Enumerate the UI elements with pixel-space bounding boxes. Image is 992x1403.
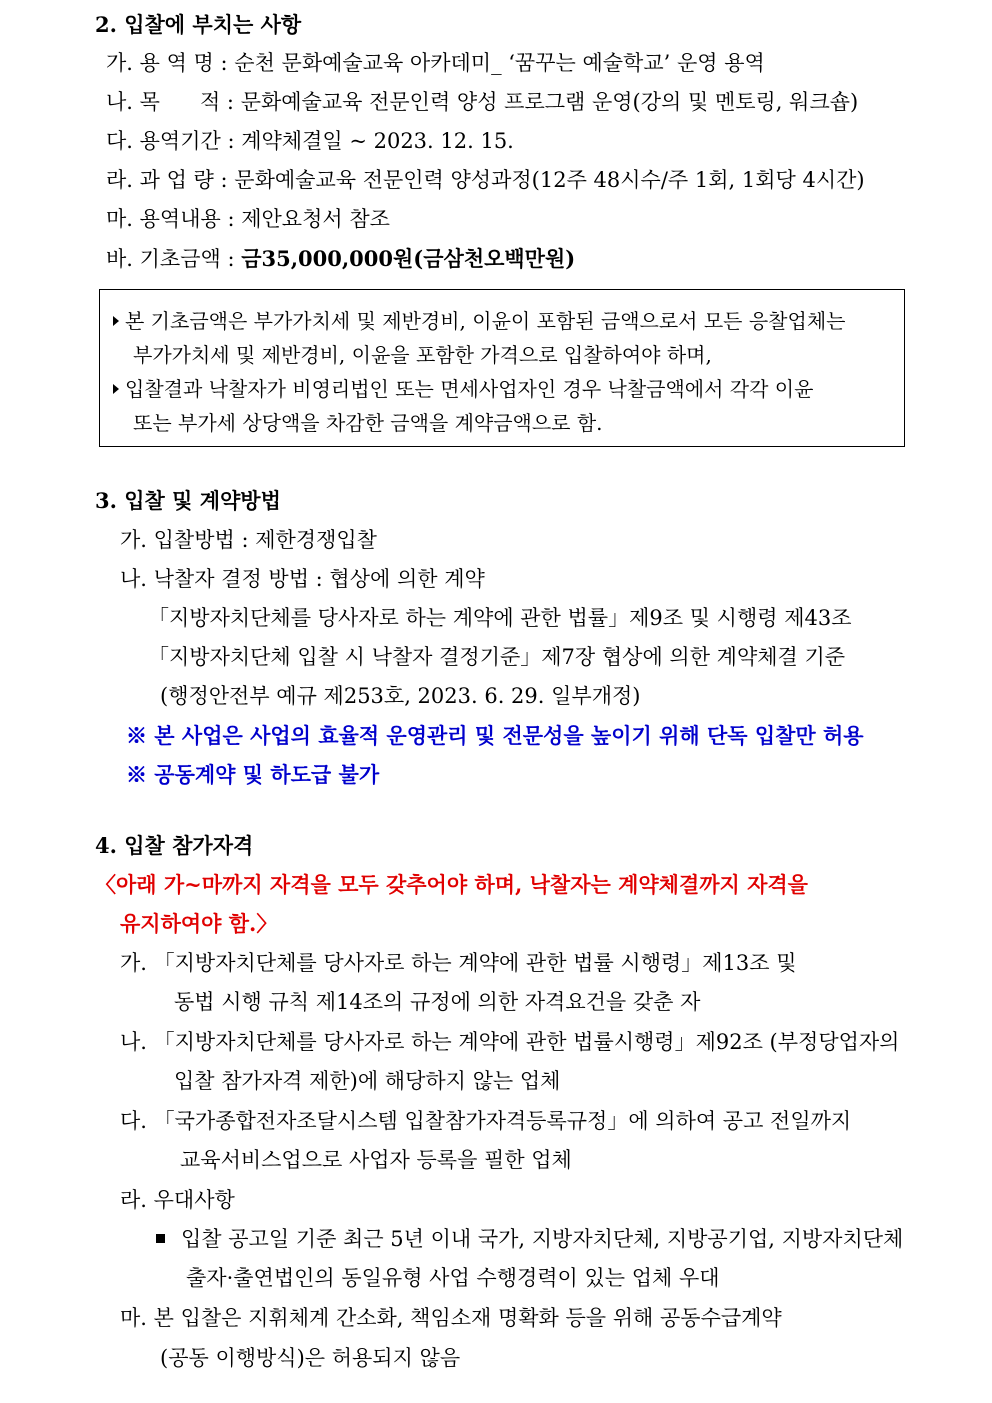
item-value: 문화예술교육 전문인력 양성 프로그램 운영(강의 및 멘토링, 워크숍) xyxy=(240,90,859,114)
item-value: 금35,000,000원(금삼천오백만원) xyxy=(241,246,576,271)
item-base-amount xyxy=(106,248,575,270)
qualification-warning: 〈아래 가~마까지 자격을 모두 갖추어야 하며, 낙찰자는 계약체결까지 자격을 xyxy=(95,872,808,897)
bid-method: 가. 입찰방법 : 제한경쟁입찰 xyxy=(120,528,377,552)
triangle-bullet-icon xyxy=(113,316,119,326)
qual-na-cont: 입찰 참가자격 제한)에 해당하지 않는 업체 xyxy=(174,1069,561,1093)
item-content xyxy=(106,209,390,230)
note-single-bid: ※ 본 사업은 사업의 효율적 운영관리 및 전문성을 높이기 위해 단독 입찰만 허용 xyxy=(126,723,864,748)
item-value: 계약체결일 ~ 2023. 12. 15. xyxy=(241,129,514,153)
section2-heading: 2. 입찰에 부치는 사항 xyxy=(95,12,302,37)
qual-na: 나. 「지방자치단체를 당사자로 하는 계약에 관한 법률시행령」제92조 (부정당업자의 xyxy=(120,1030,900,1054)
qual-ma-cont: (공동 이행방식)은 허용되지 않음 xyxy=(160,1346,461,1370)
section4-heading: 4. 입찰 참가자격 xyxy=(95,833,254,858)
notice-bullet-2: 입찰결과 낙찰자가 비영리법인 또는 면세사업자인 경우 낙찰금액에서 각각 이윤 xyxy=(113,379,813,399)
item-purpose xyxy=(106,92,858,113)
item-label: 가. 용 역 명 : xyxy=(106,51,228,75)
section3-heading: 3. 입찰 및 계약방법 xyxy=(95,488,281,513)
qual-ga-cont: 동법 시행 규칙 제14조의 규정에 의한 자격요건을 갖춘 자 xyxy=(174,990,701,1014)
item-value: 제안요청서 참조 xyxy=(241,207,390,231)
notice-bullet-1: 본 기초금액은 부가가치세 및 제반경비, 이윤이 포함된 금액으로서 모든 응찰업체는 xyxy=(113,311,845,331)
law-reference-1: 「지방자치단체를 당사자로 하는 계약에 관한 법률」제9조 및 시행령 제43조 xyxy=(148,606,852,630)
item-label: 라. 과 업 량 : xyxy=(106,168,228,192)
item-label: 바. 기초금액 : xyxy=(106,247,235,271)
notice-bullet-2-cont: 또는 부가세 상당액을 차감한 금액을 계약금액으로 함. xyxy=(133,411,603,435)
item-value: 순천 문화예술교육 아카데미_ ‘꿈꾸는 예술학교’ 운영 용역 xyxy=(234,51,765,75)
qual-ra-bullet: 입찰 공고일 기준 최근 5년 이내 국가, 지방자치단체, 지방공기업, 지방자치단체 xyxy=(156,1229,903,1250)
qual-da-cont: 교육서비스업으로 사업자 등록을 필한 업체 xyxy=(180,1148,572,1172)
item-label: 나. 목 적 : xyxy=(106,90,235,114)
item-label: 마. 용역내용 : xyxy=(106,207,235,231)
qual-ma: 마. 본 입찰은 지휘체계 간소화, 책임소재 명확화 등을 위해 공동수급계약 xyxy=(120,1306,782,1330)
item-label: 다. 용역기간 : xyxy=(106,129,235,153)
qual-ga: 가. 「지방자치단체를 당사자로 하는 계약에 관한 법률 시행령」제13조 및 xyxy=(120,951,797,975)
square-bullet-icon xyxy=(156,1234,165,1243)
qual-ra: 라. 우대사항 xyxy=(120,1188,235,1212)
winner-decision: 나. 낙찰자 결정 방법 : 협상에 의한 계약 xyxy=(120,567,485,591)
item-value: 문화예술교육 전문인력 양성과정(12주 48시수/주 1회, 1회당 4시간) xyxy=(234,168,865,192)
item-workload xyxy=(106,170,865,191)
item-service-name xyxy=(106,53,765,74)
triangle-bullet-icon xyxy=(113,384,119,394)
note-no-joint: ※ 공동계약 및 하도급 불가 xyxy=(126,762,380,787)
qualification-warning-cont: 유지하여야 함.〉 xyxy=(120,911,278,936)
notice-bullet-1-cont: 부가가치세 및 제반경비, 이윤을 포함한 가격으로 입찰하여야 하며, xyxy=(133,343,712,367)
law-reference-3: (행정안전부 예규 제253호, 2023. 6. 29. 일부개정) xyxy=(160,684,641,708)
item-period xyxy=(106,131,514,152)
qual-da: 다. 「국가종합전자조달시스템 입찰참가자격등록규정」에 의하여 공고 전일까지 xyxy=(120,1109,852,1133)
law-reference-2: 「지방자치단체 입찰 시 낙찰자 결정기준」제7장 협상에 의한 계약체결 기준 xyxy=(148,645,846,669)
qual-ra-bullet-cont: 출자·출연법인의 동일유형 사업 수행경력이 있는 업체 우대 xyxy=(186,1266,720,1290)
